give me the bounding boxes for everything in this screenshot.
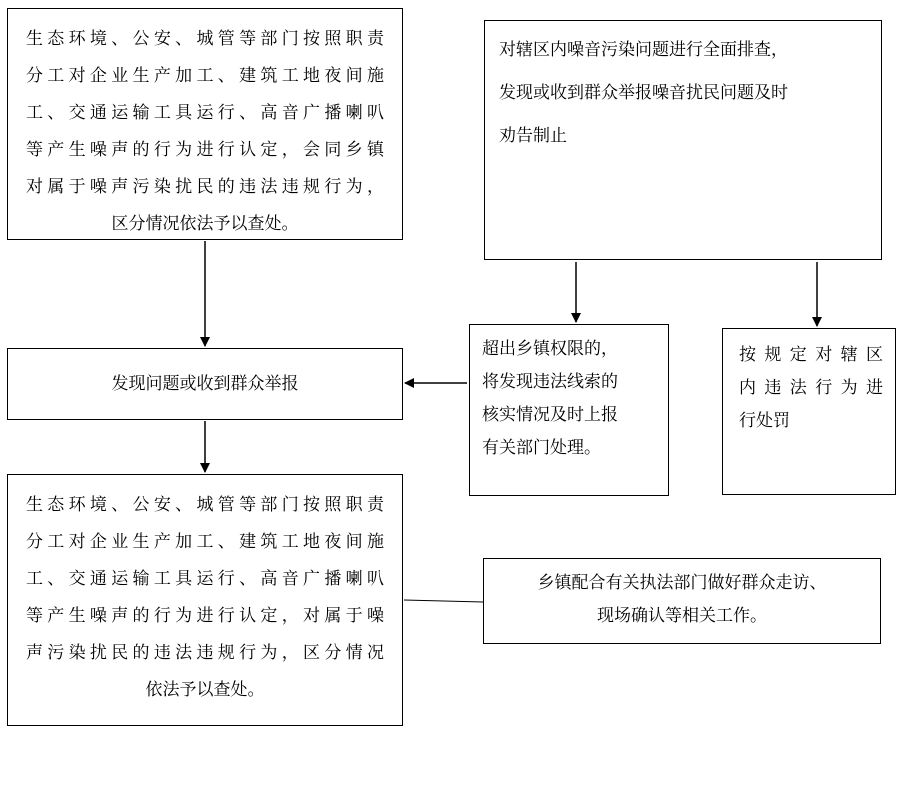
text-line: 将发现违法线索的: [482, 372, 618, 392]
text-line: 生态环境、公安、城管等部门按照职责: [26, 495, 384, 515]
text-line: 工、交通运输工具运行、高音广播喇叭: [26, 103, 384, 123]
line-bottom-left-to-bottom-right: [404, 600, 483, 602]
text-line: 核实情况及时上报: [482, 405, 618, 425]
text-line: 对属于噪声污染扰民的违法违规行为，: [26, 177, 384, 197]
text-line: 声污染扰民的违法违规行为，区分情况: [26, 643, 384, 663]
box-top-right-inspection: [484, 20, 882, 260]
text-line: 等产生噪声的行为进行认定，对属于噪: [26, 606, 384, 626]
box-middle-right-penalty: [722, 328, 896, 495]
text-line: 分工对企业生产加工、建筑工地夜间施: [26, 532, 384, 552]
text-line: 发现或收到群众举报噪音扰民问题及时: [499, 83, 788, 103]
text-line: 对辖区内噪音污染问题进行全面排查，: [499, 40, 788, 60]
box-text: 发现问题或收到群众举报: [111, 374, 299, 394]
text-line: 超出乡镇权限的，: [482, 339, 618, 359]
box-top-left-enforcement: [7, 8, 403, 240]
text-line: 等产生噪声的行为进行认定，会同乡镇: [26, 140, 384, 160]
text-line: 现场确认等相关工作。: [597, 606, 767, 626]
box-bottom-right-cooperation: [483, 558, 881, 644]
text-line: 乡镇配合有关执法部门做好群众走访、: [537, 573, 827, 593]
text-line: 行处罚: [739, 411, 790, 431]
box-bottom-left-enforcement: [7, 474, 403, 726]
text-line: 内违法行为进: [739, 378, 883, 398]
text-line: 工、交通运输工具运行、高音广播喇叭: [26, 569, 384, 589]
text-line: 区分情况依法予以查处。: [111, 214, 299, 234]
text-line: 依法予以查处。: [145, 680, 265, 700]
box-middle-left-report: [7, 348, 403, 420]
text-line: 劝告制止: [499, 126, 567, 146]
text-line: 有关部门处理。: [482, 438, 601, 458]
text-line: 生态环境、公安、城管等部门按照职责: [26, 29, 384, 49]
box-middle-center-escalate: [469, 324, 669, 496]
text-line: 分工对企业生产加工、建筑工地夜间施: [26, 66, 384, 86]
text-line: 按规定对辖区: [739, 345, 883, 365]
